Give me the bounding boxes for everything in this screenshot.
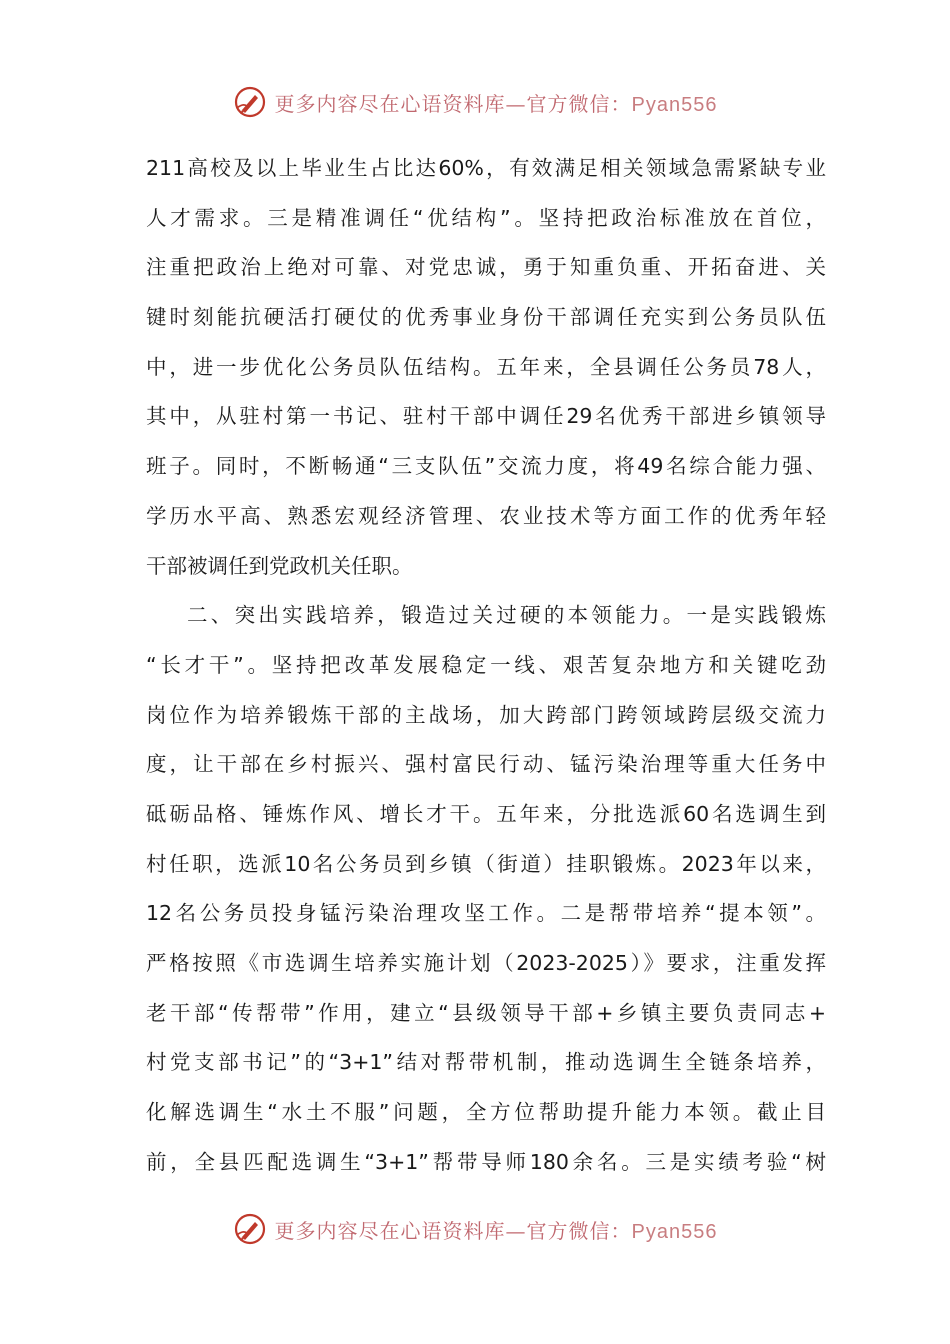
text-line: 中，进一步优化公务员队伍结构。五年来，全县调任公务员78人， [146, 354, 826, 379]
text-line: 化解选调生“水土不服”问题，全方位帮助提升能力本领。截止目 [146, 1100, 826, 1125]
document-body [146, 144, 826, 1187]
banner-text: 更多内容尽在心语资料库—官方微信： [274, 91, 632, 116]
text-line: 注重把政治上绝对可靠、对党忠诚，勇于知重负重、开拓奋进、关 [146, 255, 826, 280]
text-line: 键时刻能抗硬活打硬仗的优秀事业身份干部调任充实到公务员队伍 [146, 305, 826, 330]
text-line: 人才需求。三是精准调任“优结构”。坚持把政治标准放在首位， [146, 205, 826, 230]
text-line: “长才干”。坚持把改革发展稳定一线、艰苦复杂地方和关键吃劲 [146, 652, 826, 677]
pen-nib-logo-icon [233, 85, 267, 119]
text-line: 211高校及以上毕业生占比达60%，有效满足相关领域急需紧缺专业 [146, 156, 826, 180]
text-line: 干部被调任到党政机关任职。 [146, 553, 413, 578]
footer-watermark-banner [0, 1207, 950, 1251]
text-line: 12名公务员投身锰污染治理攻坚工作。二是帮带培养“提本领”。 [146, 901, 826, 926]
text-line: 班子。同时，不断畅通“三支队伍”交流力度，将49名综合能力强、 [146, 454, 826, 479]
banner-wechat-id: Pyan556 [631, 1220, 718, 1243]
text-line: 砥砺品格、锤炼作风、增长才干。五年来，分批选派60名选调生到 [146, 801, 826, 826]
text-line: 前，全县匹配选调生“3+1”帮带导师180余名。三是实绩考验“树 [146, 1149, 826, 1174]
pen-nib-logo-icon [233, 1212, 267, 1246]
text-line: 老干部“传帮带”作用，建立“县级领导干部+乡镇主要负责同志+ [146, 1000, 826, 1025]
text-line: 其中，从驻村第一书记、驻村干部中调任29名优秀干部进乡镇领导 [146, 404, 826, 429]
text-line: 学历水平高、熟悉宏观经济管理、农业技术等方面工作的优秀年轻 [146, 503, 826, 528]
text-line: 村任职，选派10名公务员到乡镇（街道）挂职锻炼。2023年以来， [146, 851, 826, 876]
text-line: 严格按照《市选调生培养实施计划（2023-2025）》要求，注重发挥 [146, 951, 826, 975]
banner-wechat-id: Pyan556 [631, 93, 718, 116]
text-line: 岗位作为培养锻炼干部的主战场，加大跨部门跨领域跨层级交流力 [146, 702, 826, 727]
text-line: 度，让干部在乡村振兴、强村富民行动、锰污染治理等重大任务中 [146, 752, 826, 777]
section-heading-line: 二、突出实践培养，锻造过关过硬的本领能力。一是实践锻炼 [187, 603, 826, 628]
text-line: 村党支部书记”的“3+1”结对帮带机制，推动选调生全链条培养， [146, 1050, 826, 1075]
banner-text: 更多内容尽在心语资料库—官方微信： [274, 1218, 632, 1243]
header-watermark-banner [0, 80, 950, 124]
